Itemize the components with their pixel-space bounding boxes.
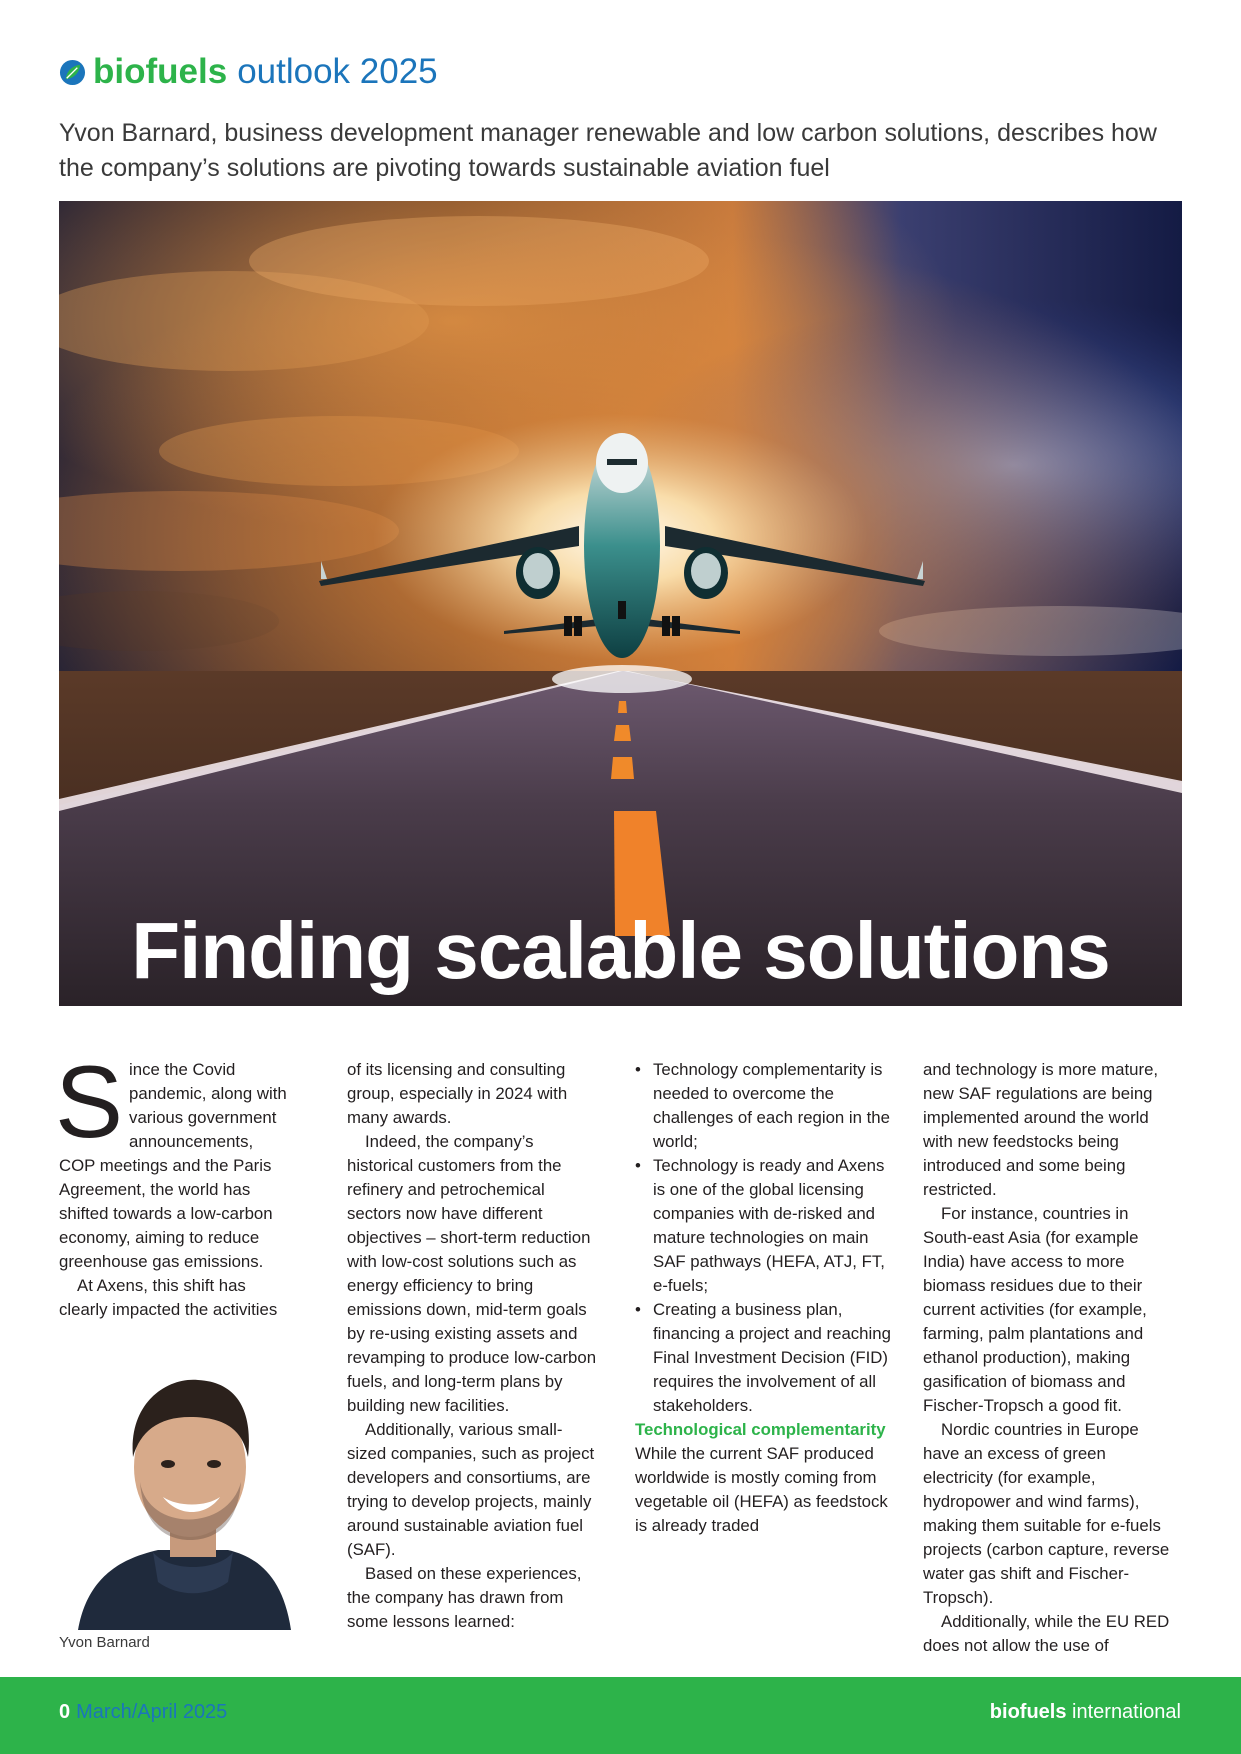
column-2 — [347, 1058, 599, 1634]
page-number: 0 — [59, 1701, 71, 1723]
author-portrait — [78, 1372, 291, 1630]
intro-paragraph — [55, 1045, 292, 1274]
portrait-caption: Yvon Barnard — [59, 1634, 150, 1651]
footer-issue — [59, 1701, 227, 1724]
paragraph: of its licensing and consulting group, especially in 2024 with many awards. — [347, 1060, 568, 1127]
paragraph: Nordic countries in Europe have an excess of green electricity (for example, hydropower and wind farms), making them suitable for e-fuels projects (carbon capture, reverse water gas shift and Fischer-Tropsch). — [923, 1420, 1170, 1607]
issue-date: March/April 2025 — [76, 1701, 228, 1723]
paragraph: For instance, countries in South-east Asia (for example India) have access to more biomass residues due to their current activities (for example, farming, palm plantations and ethanol production), making gasification of biomass and Fischer-Tropsch a good fit. — [923, 1204, 1147, 1415]
column-1 — [55, 1045, 292, 1322]
paragraph: Additionally, while the EU RED does not allow the use of — [923, 1612, 1170, 1655]
headline: Finding scalable solutions — [131, 906, 1110, 995]
footer-brand-light: international — [1072, 1701, 1181, 1723]
masthead-brand-light: outlook 2025 — [237, 52, 438, 91]
column-3 — [635, 1058, 891, 1538]
section-subhead: Technological complementarity — [635, 1420, 886, 1439]
paragraph: While the current SAF produced worldwide is mostly coming from vegetable oil (HEFA) as feedstock is already traded — [635, 1444, 888, 1535]
paragraph: Additionally, various small-sized companies, such as project developers and consortiums, are trying to develop projects, mainly around sustainable aviation fuel (SAF). — [347, 1420, 595, 1559]
airplane-runway-illustration — [59, 201, 1182, 1006]
hero-image — [59, 201, 1182, 1006]
lessons-list — [635, 1058, 891, 1418]
paragraph: Indeed, the company’s historical customers from the refinery and petrochemical sectors now have different objectives – short-term reduction with low-cost solutions such as energy efficiency to bring emissions down, mid-term goals by re-using existing assets and revamping to produce low-carbon fuels, and long-term plans by building new facilities. — [347, 1132, 597, 1415]
list-item: • Creating a business plan, financing a project and reaching Final Investment Decision (FID) requires the involvement of all stakeholders. — [635, 1298, 891, 1418]
column-4 — [923, 1058, 1179, 1658]
footer-brand-bold: biofuels — [989, 1701, 1067, 1723]
masthead — [59, 50, 438, 94]
intro-text: ince the Covid pandemic, along with various government announcements, COP meetings and the Paris Agreement, the world has shifted towards a low-carbon economy, aiming to reduce greenhouse gas emissions. — [59, 1060, 287, 1271]
footer-bar — [0, 1677, 1241, 1754]
paragraph: and technology is more mature, new SAF regulations are being implemented around the world with new feedstocks being introduced and some being restricted. — [923, 1060, 1159, 1199]
list-item: • Technology is ready and Axens is one of the global licensing companies with de-risked and mature technologies on main SAF pathways (HEFA, ATJ, FT, e-fuels; — [635, 1154, 891, 1298]
leaf-drop-icon — [59, 59, 86, 86]
paragraph: Based on these experiences, the company has drawn from some lessons learned: — [347, 1564, 582, 1631]
standfirst: Yvon Barnard, business development manager renewable and low carbon solutions, describes how the company’s solutions are pivoting towards sustainable aviation fuel — [59, 119, 1157, 182]
footer-brand — [990, 1701, 1181, 1724]
dropcap: S — [55, 1045, 124, 1159]
masthead-brand-bold: biofuels — [93, 52, 228, 91]
paragraph: At Axens, this shift has clearly impacted the activities — [59, 1276, 278, 1319]
list-item: • Technology complementarity is needed to overcome the challenges of each region in the world; — [635, 1058, 891, 1154]
